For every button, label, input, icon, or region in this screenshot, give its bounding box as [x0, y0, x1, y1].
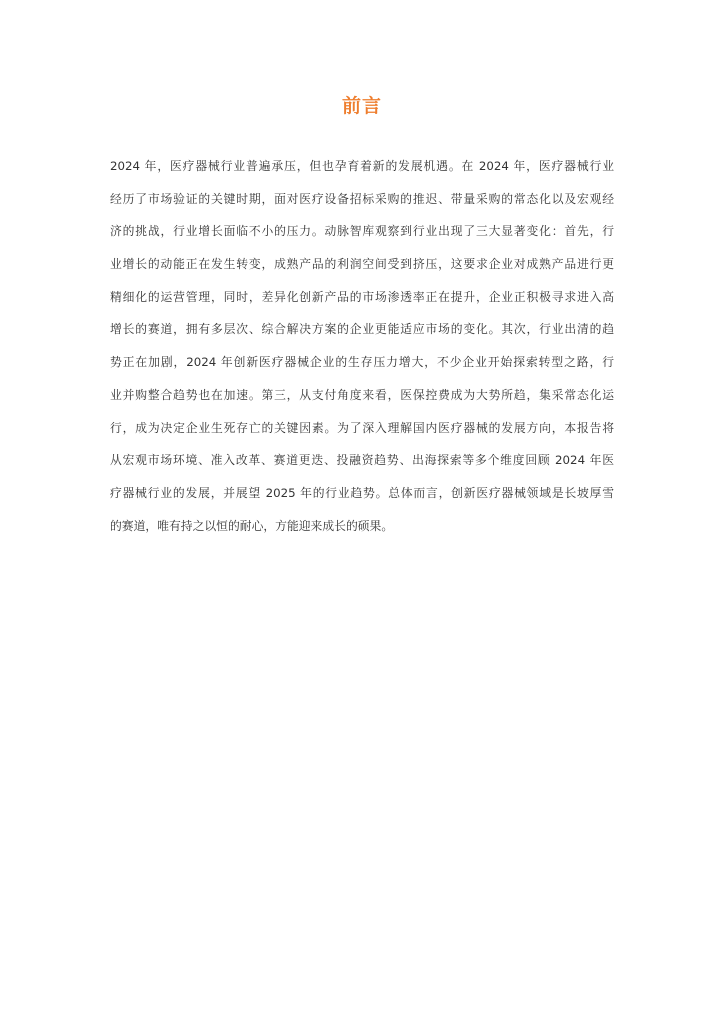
paragraph-line: 疗器械行业的发展，并展望 2025 年的行业趋势。总体而言，创新医疗器械领域是长坡厚雪: [110, 485, 614, 500]
paragraph-line: 从宏观市场环境、准入改革、赛道更迭、投融资趋势、出海探索等多个维度回顾 2024 年医: [110, 453, 614, 468]
paragraph-line: 增长的赛道，拥有多层次、综合解决方案的企业更能适应市场的变化。其次，行业出清的趋: [110, 322, 614, 337]
paragraph-line: 2024 年，医疗器械行业普遍承压，但也孕育着新的发展机遇。在 2024 年，医疗器械行业: [110, 159, 614, 173]
paragraph-line: 精细化的运营管理，同时，差异化创新产品的市场渗透率正在提升，企业正积极寻求进入高: [110, 289, 614, 304]
paragraph-line: 济的挑战，行业增长面临不小的压力。动脉智库观察到行业出现了三大显著变化：首先，行: [110, 224, 614, 239]
paragraph-line: 业增长的动能正在发生转变，成熟产品的利润空间受到挤压，这要求企业对成熟产品进行更: [110, 257, 614, 272]
preface-paragraph: [110, 150, 614, 542]
paragraph-line: 的赛道，唯有持之以恒的耐心，方能迎来成长的硕果。: [110, 518, 394, 533]
paragraph-line: 业并购整合趋势也在加速。第三，从支付角度来看，医保控费成为大势所趋，集采常态化运: [110, 387, 614, 402]
paragraph-line: 经历了市场验证的关键时期，面对医疗设备招标采购的推迟、带量采购的常态化以及宏观经: [110, 191, 614, 206]
page-title: 前言: [341, 95, 382, 117]
paragraph-line: 势正在加剧，2024 年创新医疗器械企业的生存压力增大，不少企业开始探索转型之路，行: [110, 355, 614, 370]
paragraph-line: 行，成为决定企业生死存亡的关键因素。为了深入理解国内医疗器械的发展方向，本报告将: [110, 420, 614, 435]
